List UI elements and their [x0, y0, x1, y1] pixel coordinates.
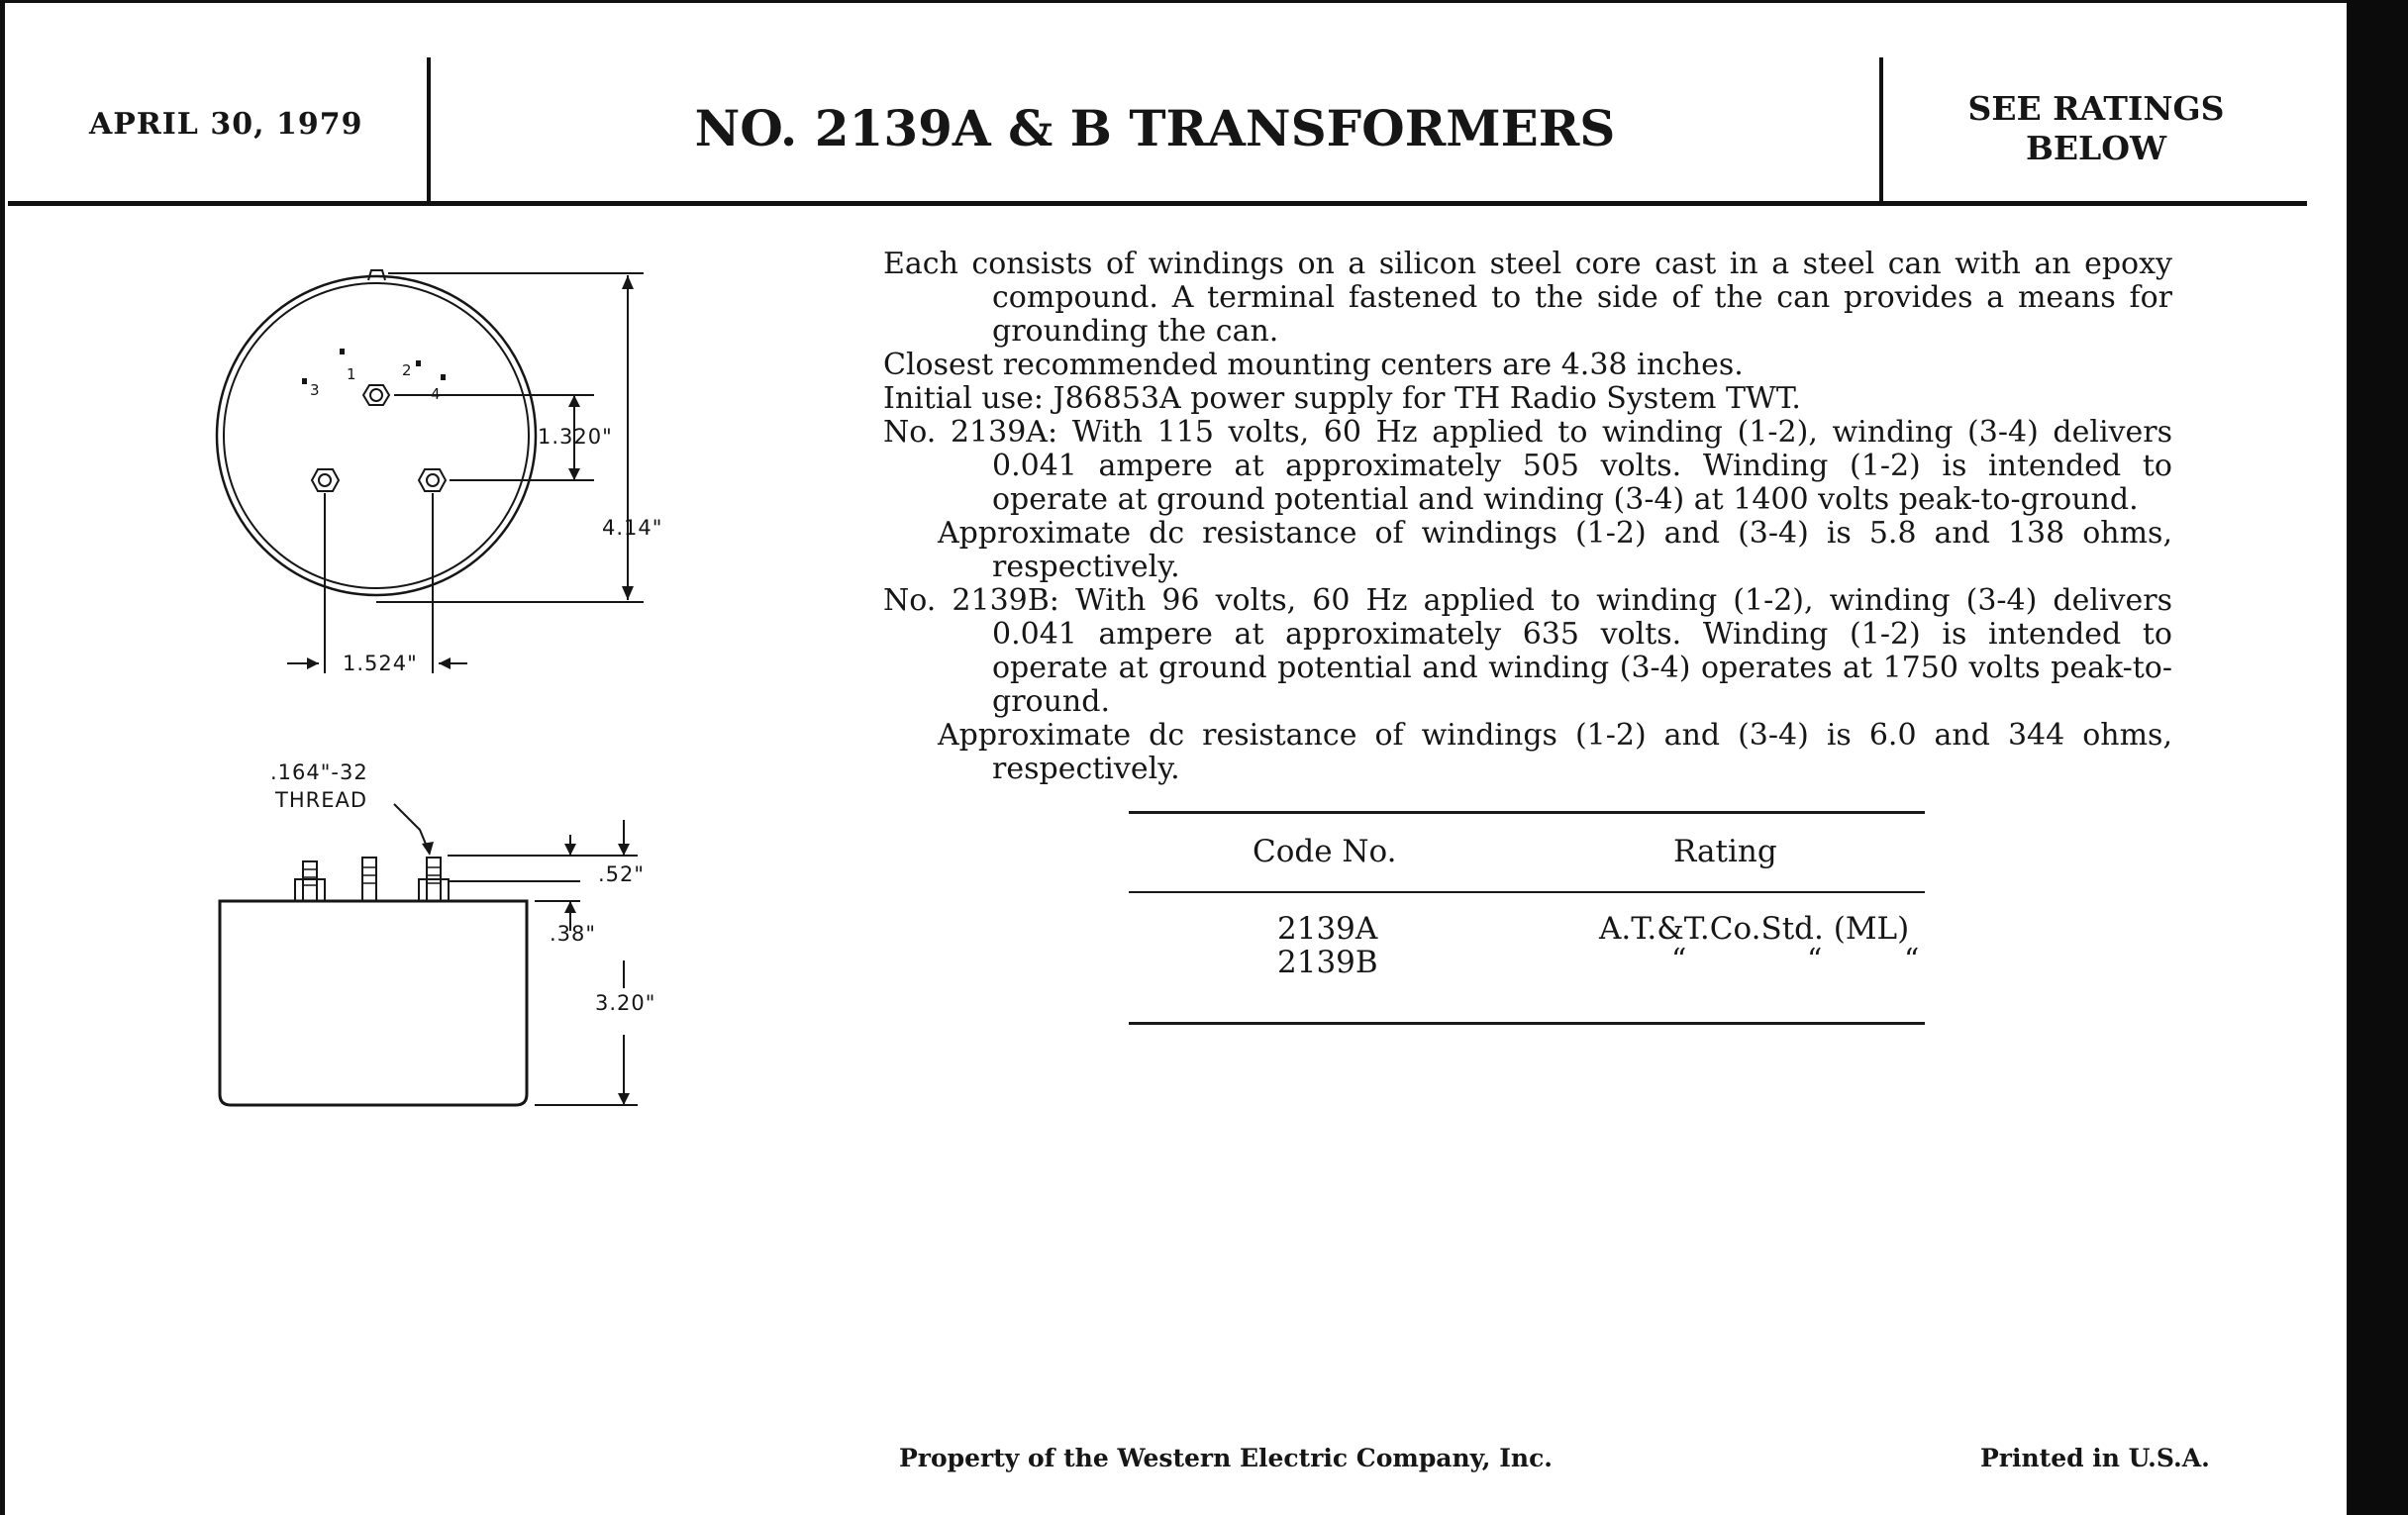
footer-printed-notice: Printed in U.S.A. — [1980, 1444, 2210, 1472]
dim-can-height: 3.20" — [595, 991, 656, 1015]
rating-cell: A.T.&T.Co.Std. (ML) — [1599, 911, 1910, 947]
ditto-mark: “ — [1904, 943, 1920, 977]
scan-right-edge — [2347, 0, 2408, 1515]
table-row — [1129, 945, 1925, 978]
paragraph-mounting: Closest recommended mounting centers are 4.38 inches. — [883, 348, 1744, 382]
mount-stud-right-hole — [427, 474, 439, 486]
mount-stud-left-hole — [319, 474, 331, 486]
code-cell: 2139B — [1277, 945, 1378, 980]
table-body — [1129, 911, 1925, 1022]
stud-2 — [362, 858, 376, 901]
dim-stud-height: .52" — [598, 862, 646, 886]
paragraph-construction: Each consists of windings on a silicon steel core cast in a steel can with an epoxy compound. A terminal fastened to the side of the can provides a means for grounding the can. — [883, 247, 2172, 349]
paragraph-2139a-resistance: Approximate dc resistance of windings (1-2) and (3-4) is 5.8 and 138 ohms, respectively. — [938, 516, 2172, 584]
table-header — [1129, 814, 1925, 891]
can-side-outline — [220, 901, 527, 1105]
table-header-rule — [1129, 891, 1925, 893]
column-header-code: Code No. — [1253, 834, 1397, 869]
table-row — [1129, 911, 1925, 945]
can-outline-outer — [217, 276, 536, 595]
dim-mount-spacing: 1.524" — [343, 652, 418, 675]
column-header-rating: Rating — [1673, 834, 1777, 869]
dim-thread-spec: .164"-32 — [270, 760, 368, 784]
ratings-line-2: BELOW — [2025, 129, 2167, 167]
mount-stud-left-hex — [312, 469, 339, 491]
ditto-mark: “ — [1807, 943, 1823, 977]
pin-label-2: 2 — [402, 361, 412, 379]
code-cell: 2139A — [1277, 911, 1378, 947]
footer-property-notice: Property of the Western Electric Company, Inc. — [899, 1444, 1554, 1472]
dim-thread-label: THREAD — [275, 788, 368, 812]
ratings-line-1: SEE RATINGS — [1967, 89, 2225, 128]
center-terminal-hole — [370, 389, 382, 401]
description-text — [883, 248, 2172, 786]
paragraph-2139a: No. 2139A: With 115 volts, 60 Hz applied to winding (1-2), winding (3-4) delivers 0.041 ampere at approximately 505 volts. Winding (1-2) is intended to operate at ground potential and winding (3-4) at 1400 volts peak-to-ground. — [883, 415, 2172, 517]
paragraph-2139b-resistance: Approximate dc resistance of windings (1-2) and (3-4) is 6.0 and 344 ohms, respectively. — [938, 718, 2172, 786]
pin-label-4: 4 — [431, 385, 441, 403]
stud-1 — [303, 861, 317, 901]
header-date: APRIL 30, 1979 — [89, 107, 363, 142]
header-ratings-note — [1883, 89, 2309, 168]
paragraph-2139b: No. 2139B: With 96 volts, 60 Hz applied to winding (1-2), winding (3-4) delivers 0.041 ampere at approximately 635 volts. Winding (1-2) is intended to operate at ground potential and winding (3-4) operates at 1750 volts peak-to-ground. — [883, 583, 2172, 719]
dim-stud-base: .38" — [550, 922, 597, 946]
dim-terminal-offset: 1.320" — [538, 425, 613, 449]
mount-stud-right-hex — [419, 469, 446, 491]
table-bottom-rule — [1129, 1022, 1925, 1025]
page-title: NO. 2139A & B TRANSFORMERS — [694, 99, 1616, 157]
ditto-mark: “ — [1671, 943, 1687, 977]
pin-label-3: 3 — [310, 381, 320, 399]
transformer-drawing — [0, 0, 713, 1515]
paragraph-initial-use: Initial use: J86853A power supply for TH Radio System TWT. — [883, 381, 1801, 416]
can-outline-inner — [224, 283, 529, 588]
ratings-table — [1129, 811, 1925, 1025]
pin-label-1: 1 — [347, 365, 356, 383]
dim-can-diameter: 4.14" — [602, 516, 663, 540]
